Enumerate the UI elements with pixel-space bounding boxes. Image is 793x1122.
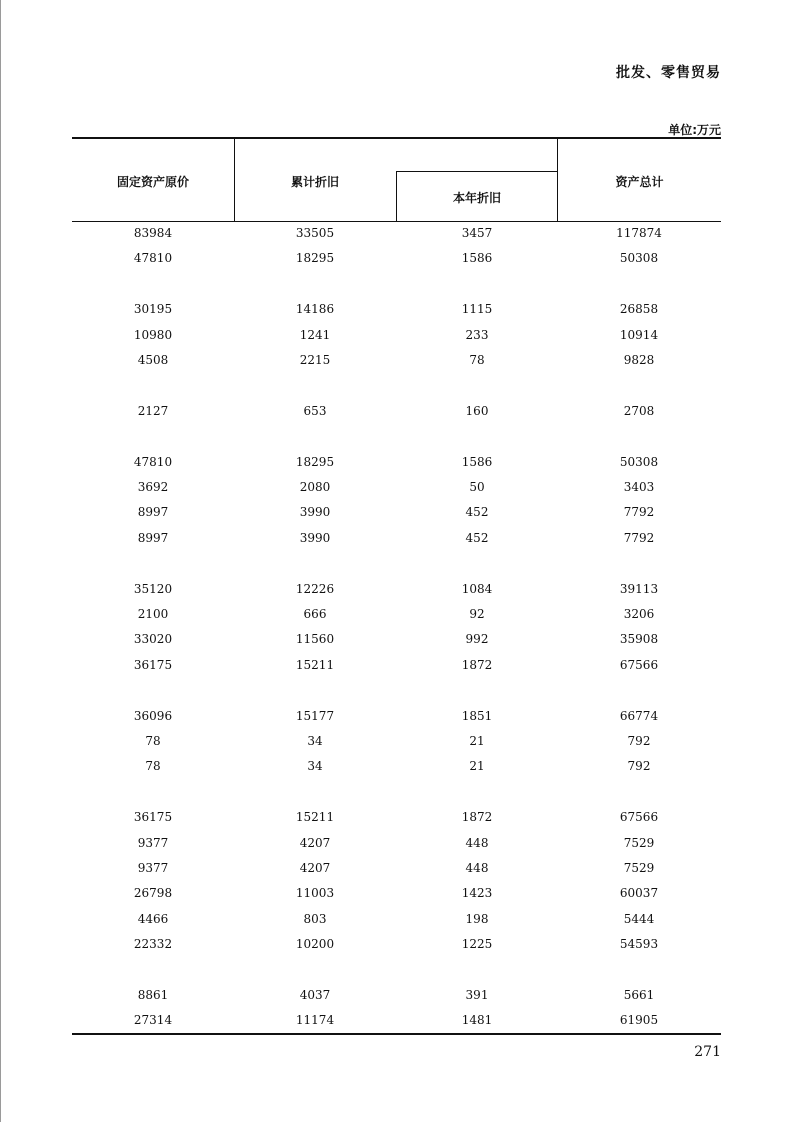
table-row <box>72 861 721 879</box>
table-row <box>72 810 721 828</box>
cell-total-assets: 7529 <box>623 835 655 850</box>
cell-fixed-assets-original: 78 <box>145 734 161 748</box>
cell-accumulated-depreciation: 4207 <box>299 835 331 850</box>
cell-total-assets: 7792 <box>623 505 655 520</box>
cell-current-year-depreciation: 448 <box>465 835 489 850</box>
column-header-current-year-depreciation: 本年折旧 <box>452 191 501 205</box>
cell-accumulated-depreciation: 33505 <box>295 226 335 240</box>
cell-accumulated-depreciation: 18295 <box>295 454 335 469</box>
cell-total-assets: 67566 <box>619 810 659 825</box>
cell-current-year-depreciation: 452 <box>465 530 489 545</box>
cell-total-assets: 792 <box>627 734 651 748</box>
cell-accumulated-depreciation: 11560 <box>295 632 335 647</box>
cell-fixed-assets-original: 2100 <box>137 607 169 621</box>
cell-fixed-assets-original: 26798 <box>133 886 173 901</box>
table-top-rule <box>72 137 721 139</box>
cell-current-year-depreciation: 3457 <box>461 226 493 240</box>
cell-fixed-assets-original: 9377 <box>137 861 169 875</box>
cell-fixed-assets-original: 8997 <box>137 530 169 545</box>
column-header-total-assets: 资产总计 <box>615 175 664 189</box>
cell-accumulated-depreciation: 10200 <box>295 937 335 952</box>
cell-current-year-depreciation: 992 <box>465 632 489 647</box>
table-row <box>72 404 721 422</box>
table-row <box>72 658 721 676</box>
cell-total-assets: 9828 <box>623 353 655 367</box>
cell-total-assets: 50308 <box>619 251 659 266</box>
page-number: 271 <box>694 1044 721 1060</box>
cell-fixed-assets-original: 47810 <box>133 454 173 469</box>
cell-current-year-depreciation: 233 <box>465 327 489 342</box>
cell-current-year-depreciation: 1586 <box>461 251 493 266</box>
cell-fixed-assets-original: 8997 <box>137 505 169 520</box>
cell-accumulated-depreciation: 3990 <box>299 530 331 545</box>
cell-current-year-depreciation: 92 <box>469 607 485 621</box>
cell-current-year-depreciation: 1084 <box>461 581 493 596</box>
cell-current-year-depreciation: 21 <box>469 759 485 774</box>
cell-current-year-depreciation: 160 <box>465 403 489 418</box>
table-row <box>72 328 721 346</box>
table-row <box>72 505 721 523</box>
table-row <box>72 582 721 600</box>
cell-fixed-assets-original: 47810 <box>133 251 173 266</box>
cell-accumulated-depreciation: 4037 <box>299 988 331 1002</box>
cell-accumulated-depreciation: 14186 <box>295 302 335 317</box>
table-row <box>72 836 721 854</box>
table-row <box>72 759 721 777</box>
table-row <box>72 455 721 473</box>
table-header-bottom-rule <box>72 221 721 222</box>
cell-accumulated-depreciation: 2215 <box>299 353 331 367</box>
table-row <box>72 353 721 371</box>
cell-current-year-depreciation: 1851 <box>461 708 493 723</box>
cell-fixed-assets-original: 30195 <box>133 302 173 317</box>
table-row <box>72 709 721 727</box>
cell-fixed-assets-original: 33020 <box>133 632 173 647</box>
header-sub-rule <box>396 171 558 172</box>
cell-accumulated-depreciation: 15177 <box>295 708 335 723</box>
table-row <box>72 1013 721 1031</box>
cell-current-year-depreciation: 50 <box>469 480 485 494</box>
cell-fixed-assets-original: 9377 <box>137 835 169 850</box>
cell-accumulated-depreciation: 15211 <box>295 657 335 672</box>
cell-current-year-depreciation: 1586 <box>461 454 493 469</box>
cell-total-assets: 26858 <box>619 302 659 317</box>
cell-fixed-assets-original: 36175 <box>133 657 173 672</box>
cell-accumulated-depreciation: 34 <box>307 734 323 748</box>
cell-total-assets: 117874 <box>616 226 662 240</box>
table-row <box>72 886 721 904</box>
table-row <box>72 480 721 498</box>
cell-accumulated-depreciation: 803 <box>303 911 327 926</box>
cell-total-assets: 7792 <box>623 530 655 545</box>
cell-fixed-assets-original: 83984 <box>133 226 173 240</box>
cell-accumulated-depreciation: 11174 <box>295 1013 335 1028</box>
page-edge-line <box>0 0 1 1122</box>
cell-current-year-depreciation: 391 <box>465 988 489 1002</box>
cell-current-year-depreciation: 198 <box>465 911 489 926</box>
cell-accumulated-depreciation: 2080 <box>299 480 331 494</box>
cell-accumulated-depreciation: 653 <box>303 403 327 418</box>
cell-accumulated-depreciation: 666 <box>303 607 327 621</box>
cell-accumulated-depreciation: 34 <box>307 759 323 774</box>
cell-total-assets: 35908 <box>619 632 659 647</box>
cell-fixed-assets-original: 2127 <box>137 403 169 418</box>
cell-current-year-depreciation: 1481 <box>461 1013 493 1028</box>
cell-fixed-assets-original: 22332 <box>133 937 173 952</box>
table-row <box>72 302 721 320</box>
cell-current-year-depreciation: 21 <box>469 734 485 748</box>
cell-total-assets: 7529 <box>623 861 655 875</box>
cell-fixed-assets-original: 36175 <box>133 810 173 825</box>
cell-total-assets: 54593 <box>619 937 659 952</box>
table-row <box>72 734 721 752</box>
cell-total-assets: 2708 <box>623 403 655 418</box>
table-row <box>72 632 721 650</box>
cell-current-year-depreciation: 1423 <box>461 886 493 901</box>
cell-fixed-assets-original: 10980 <box>133 327 173 342</box>
cell-total-assets: 61905 <box>619 1013 659 1028</box>
cell-total-assets: 3403 <box>623 480 655 494</box>
column-header-fixed-assets-original: 固定资产原价 <box>116 175 189 189</box>
cell-total-assets: 50308 <box>619 454 659 469</box>
table-row <box>72 988 721 1006</box>
cell-accumulated-depreciation: 12226 <box>295 581 335 596</box>
cell-current-year-depreciation: 78 <box>469 353 485 367</box>
section-title: 批发、零售贸易 <box>616 65 721 81</box>
cell-fixed-assets-original: 36096 <box>133 708 173 723</box>
cell-fixed-assets-original: 4508 <box>137 353 169 367</box>
cell-total-assets: 67566 <box>619 657 659 672</box>
column-header-accumulated-depreciation: 累计折旧 <box>290 175 339 189</box>
cell-current-year-depreciation: 1115 <box>461 302 493 317</box>
cell-accumulated-depreciation: 3990 <box>299 505 331 520</box>
cell-accumulated-depreciation: 18295 <box>295 251 335 266</box>
cell-accumulated-depreciation: 15211 <box>295 810 335 825</box>
cell-current-year-depreciation: 1225 <box>461 937 493 952</box>
cell-fixed-assets-original: 4466 <box>137 911 169 926</box>
table-row <box>72 226 721 244</box>
cell-total-assets: 10914 <box>619 327 659 342</box>
table-row <box>72 607 721 625</box>
cell-current-year-depreciation: 452 <box>465 505 489 520</box>
unit-label: 单位:万元 <box>668 123 721 137</box>
cell-total-assets: 66774 <box>619 708 659 723</box>
cell-current-year-depreciation: 1872 <box>461 810 493 825</box>
cell-total-assets: 5444 <box>623 911 655 926</box>
table-bottom-rule <box>72 1033 721 1035</box>
table-row <box>72 531 721 549</box>
table-row <box>72 937 721 955</box>
cell-fixed-assets-original: 78 <box>145 759 161 774</box>
cell-total-assets: 60037 <box>619 886 659 901</box>
cell-fixed-assets-original: 35120 <box>133 581 173 596</box>
cell-accumulated-depreciation: 1241 <box>299 327 331 342</box>
cell-fixed-assets-original: 8861 <box>137 988 169 1002</box>
table-row <box>72 912 721 930</box>
cell-current-year-depreciation: 1872 <box>461 657 493 672</box>
cell-accumulated-depreciation: 4207 <box>299 861 331 875</box>
cell-total-assets: 5661 <box>623 988 655 1002</box>
cell-total-assets: 3206 <box>623 607 655 621</box>
cell-fixed-assets-original: 3692 <box>137 480 169 494</box>
table-row <box>72 251 721 269</box>
cell-accumulated-depreciation: 11003 <box>295 886 335 901</box>
cell-current-year-depreciation: 448 <box>465 861 489 875</box>
cell-total-assets: 792 <box>627 759 651 774</box>
cell-total-assets: 39113 <box>619 581 659 596</box>
cell-fixed-assets-original: 27314 <box>133 1013 173 1028</box>
